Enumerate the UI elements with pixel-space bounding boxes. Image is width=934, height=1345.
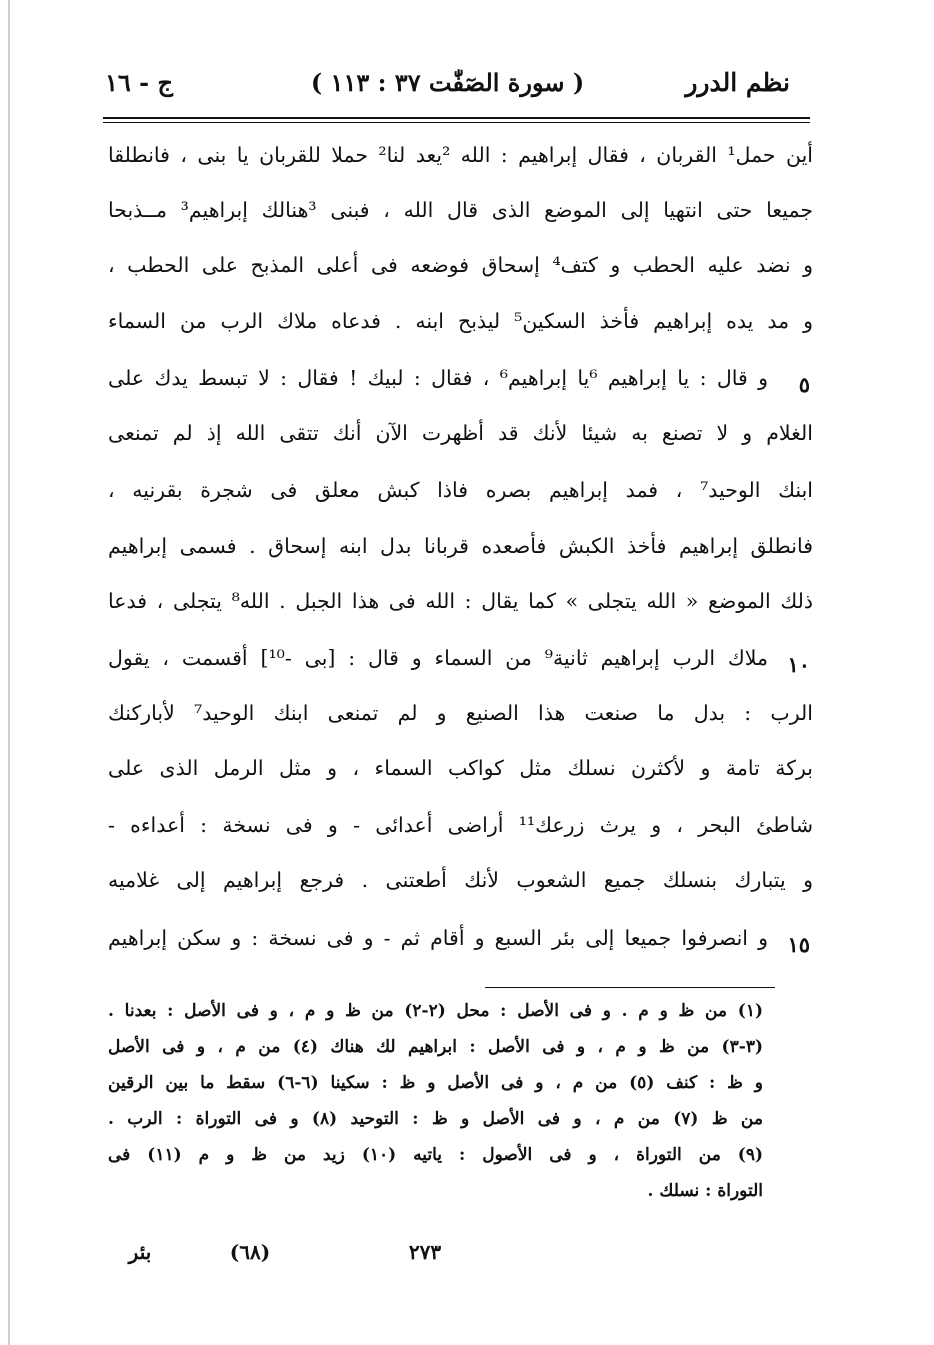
- header-rule-thin: [103, 122, 810, 123]
- text-line: ذلك الموضع « الله يتجلى » كما يقال : الله فى هذا الجبل . الله⁸ يتجلى ، فدعا: [108, 589, 813, 613]
- footnote-line: (٣-٣) من ظ و م ، و فى الأصل : ابراهيم لك هناك (٤) من م ، و فى الأصل: [108, 1037, 763, 1057]
- text-line: جميعا حتى انتهيا إلى الموضع الذى قال الله ، فبنى ³هنالك إبراهيم³ مــذبحا: [108, 198, 813, 222]
- text-line: و مد يده إبراهيم فأخذ السكين⁵ ليذبح ابنه . فدعاه ملاك الرب من السماء: [108, 309, 813, 333]
- line-number: ١٥: [787, 932, 810, 957]
- page-number: ٢٧٣: [408, 1240, 442, 1264]
- volume-label: ج - ١٦: [105, 68, 173, 97]
- text-line: ابنك الوحيد⁷ ، فمد إبراهيم بصره فاذا كبش معلق فى شجرة بقرنيه ،: [108, 478, 813, 502]
- text-line: و نضد عليه الحطب و كتف⁴ إسحاق فوضعه فى أعلى المذبح على الحطب ،: [108, 253, 813, 277]
- footnote-line: (٩) من التوراة ، و فى الأصول : ياتيه (١٠) زيد من ظ و م (١١) فى: [108, 1145, 763, 1165]
- footnote-line: و ظ : كنف (٥) من م ، و فى الأصل و ظ : سكينا (٦-٦) سقط ما بين الرقين: [108, 1073, 763, 1093]
- sheet-number: (٦٨): [229, 1240, 271, 1264]
- text-line: ملاك الرب إبراهيم ثانية⁹ من السماء و قال : [بى -¹⁰] أقسمت ، يقول: [108, 646, 768, 670]
- running-header: [105, 60, 790, 110]
- footnote-line: (١) من ظ و م . و فى الأصل : محل (٢-٢) من ظ و م ، و فى الأصل : بعدنا .: [108, 1001, 763, 1021]
- footnote-line: التوراة : نسلك .: [647, 1181, 763, 1201]
- text-line: و يتبارك بنسلك جميع الشعوب لأنك أطعتنى . فرجع إبراهيم إلى غلاميه: [108, 868, 813, 892]
- text-line: الرب : بدل ما صنعت هذا الصنيع و لم تمنعى ابنك الوحيد⁷ لأباركنك: [108, 701, 813, 725]
- text-line: الغلام و لا تصنع به شيئا لأنك قد أظهرت الآن أنك تتقى الله إذ لم تمنعى: [108, 421, 813, 445]
- text-line: بركة تامة و لأكثرن نسلك مثل كواكب السماء ، و مثل الرمل الذى على: [108, 756, 813, 780]
- surah-reference: ( سورة الصٓفّٰت ٣٧ : ١١٣ ): [310, 68, 585, 97]
- text-line: و قال : يا إبراهيم ⁶يا إبراهيم⁶ ، فقال : لبيك ! فقال : لا تبسط يدك على: [108, 366, 768, 390]
- text-line: شاطئ البحر ، و يرث زرعك¹¹ أراضى أعدائى - و فى نسخة : أعداءه -: [108, 813, 813, 837]
- footnote-line: من ظ (٧) من م ، و فى الأصل و ظ : التوحيد (٨) و فى التوراة : الرب .: [108, 1109, 763, 1129]
- text-line: أين حمل¹ القربان ، فقال إبراهيم : الله ²يعد لنا² حملا للقربان يا بنى ، فانطلقا: [108, 143, 813, 167]
- footnote-separator: [485, 987, 775, 988]
- text-line: و انصرفوا جميعا إلى بئر السبع و أقام ثم - و فى نسخة : و سكن إبراهيم: [108, 926, 768, 950]
- line-number: ١٠: [787, 652, 810, 677]
- text-line: فانطلق إبراهيم فأخذ الكبش فأصعده قربانا بدل ابنه إسحاق . فسمى إبراهيم: [108, 534, 813, 558]
- catchword: بئر: [128, 1240, 152, 1264]
- binding-edge: [8, 0, 10, 1345]
- line-number: ٥: [798, 372, 810, 397]
- header-rule: [103, 117, 810, 119]
- book-title: نظم الدرر: [685, 68, 790, 97]
